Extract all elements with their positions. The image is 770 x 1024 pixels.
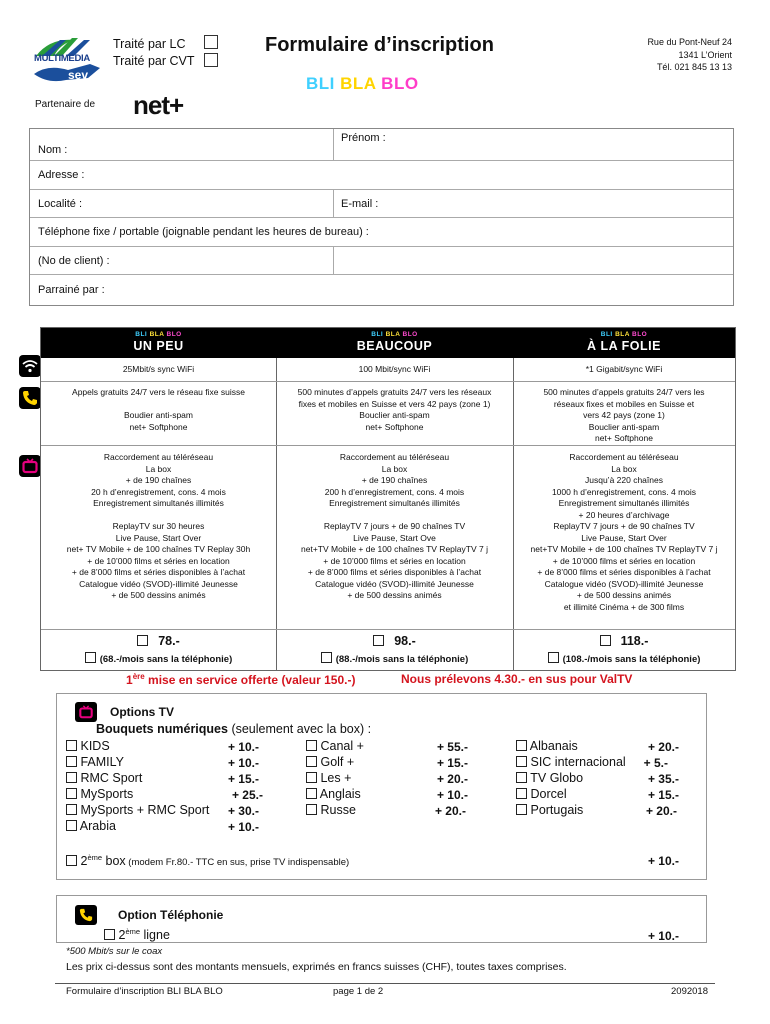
traite-cvt-checkbox[interactable] [204,53,218,67]
plan-price [41,634,276,648]
bouquets-heading [96,722,371,736]
plan-price-sub-text: (108.-/mois sans la téléphonie) [562,654,701,665]
bouquet-price: + 15.- [227,772,259,786]
option-tel-title: Option Téléphonie [118,908,224,922]
plan-header [513,328,735,358]
row-parraine [30,275,733,305]
second-line-sup: ème [125,927,141,936]
plan-tv: Raccordement au téléréseau La box Jusqu’à 220 chaînes 1000 h d’enregistrement, cons. 4 mois Enregistrement simultanés illimités + 20 heures d’archivage ReplayTV 7 jours + de 90 chaînes TV Live Pause, Start Over net+TV Mobile + de 100 chaînes TV ReplayTV 7 j + de 10’000 films et séries en location + de 8’000 films et séries disponibles à l’achat Catalogue vidéo (SVOD)-illimité Jeunesse + de 500 dessins animés et illimité Cinéma + de 300 films [530,452,718,612]
footer-left: Formulaire d’inscription BLI BLA BLO [66,986,223,997]
tag-bli: BLI [135,331,148,338]
prenom-label: Prénom : [341,132,386,144]
checkbox[interactable] [66,756,77,767]
checkbox[interactable] [306,788,317,799]
plan-name: À LA FOLIE [587,339,661,353]
second-box-sup: ème [87,853,103,862]
bouquet-albanais[interactable] [516,739,578,753]
coax-note: *500 Mbit/s sur le coax [66,946,163,957]
divider [513,445,735,446]
bouquet-russe[interactable] [306,803,356,817]
second-box-option[interactable] [66,853,349,868]
localite-label: Localité : [38,197,83,210]
bouquet-golf-plus[interactable] [306,755,354,769]
plan-header [276,328,513,358]
bouquet-price: + 15.- [436,756,468,770]
wifi-icon [19,355,41,377]
bouquet-price: + 5.- [643,756,668,770]
plan-price [276,634,513,648]
netplus-logo: net+ [133,90,184,120]
registration-form [29,128,734,306]
bouquet-price: + 20.- [645,804,677,818]
divider [41,445,276,446]
bouquet-label: Anglais [319,787,361,801]
bouquet-kids[interactable] [66,739,110,753]
bouquet-sic-internacional[interactable] [516,755,626,769]
adresse-label: Adresse : [38,169,85,181]
footer-right: 2092018 [671,986,708,997]
promo-left-text: mise en service offerte (valeur 150.-) [144,673,356,687]
plan-un-peu[interactable] [41,328,276,670]
bouquet-price: + 10.- [227,740,259,754]
row-nom-prenom [30,129,733,161]
tel-option-icon [75,905,97,925]
row-localite-email [30,190,733,218]
bouquet-label: Canal + [320,739,364,753]
second-box-num: 2 [80,854,88,869]
plan-price-sub-text: (68.-/mois sans la téléphonie) [99,654,233,665]
divider [276,381,513,382]
plan-price [513,634,735,648]
no-client-field[interactable] [30,247,333,274]
plan-checkbox[interactable] [600,635,611,646]
bouquet-price: + 15.- [647,788,679,802]
bouquet-price: + 10.- [436,788,468,802]
adresse-field[interactable] [30,161,733,189]
tv-option-icon [75,702,97,722]
bouquet-mysports[interactable] [66,787,133,801]
tag-bli: BLI [371,331,384,338]
checkbox[interactable] [306,740,317,751]
bouquet-les-plus[interactable] [306,771,351,785]
bouquet-label: Portugais [530,803,584,817]
plan-wifi: *1 Gigabit/sync WiFi [585,364,663,374]
localite-field[interactable] [30,190,333,217]
bouquet-price: + 10.- [227,820,259,834]
tag-bla: BLA [615,331,630,338]
plans-table [40,327,736,671]
plan-wifi: 100 Mbit/sync WiFi [358,364,431,374]
plan-price-sub [513,652,735,665]
bouquet-price: + 30.- [227,804,259,818]
checkbox[interactable] [66,788,77,799]
checkbox[interactable] [306,772,317,783]
bouquet-anglais[interactable] [306,787,361,801]
checkbox[interactable] [66,820,77,831]
row-no-client [30,247,733,275]
checkbox[interactable] [104,929,115,940]
plan-wifi: 25Mbit/s sync WiFi [122,364,195,374]
second-line-option[interactable] [104,927,170,942]
checkbox[interactable] [306,756,317,767]
plan-tv: Raccordement au téléréseau La box + de 190 chaînes 200 h d’enregistrement, cons. 4 mois Enregistrement simultanés illimités ReplayTV 7 jours + de 90 chaînes TV Live Pause, Start Ove net+TV Mobile + de 100 chaînes TV ReplayTV 7 j + de 10’000 films et séries en location + de 8’000 films et séries disponibles à l’achat Catalogue vidéo (SVOD)-illimité Jeunesse + de 500 dessins animés [301,452,488,600]
bouquet-tv-globo[interactable] [516,771,583,785]
tag-blo: BLO [402,331,418,338]
bouquet-price: + 20.- [647,740,679,754]
plan-no-phone-checkbox[interactable] [548,652,559,663]
nom-field[interactable] [30,129,333,160]
bouquet-label: SIC internacional [530,755,626,769]
plan-tag [513,331,735,338]
checkbox[interactable] [516,804,527,815]
bouquet-price: + 55.- [436,740,468,754]
bouquet-label: Arabia [79,819,116,833]
checkbox[interactable] [66,804,77,815]
plan-tag [276,331,513,338]
brand-bli: BLI [306,74,335,93]
bouquet-label: MySports [80,787,134,801]
second-box-note: (modem Fr.80.- TTC en sus, prise TV indispensable) [125,857,350,869]
bouquet-price: + 20.- [434,804,466,818]
divider [513,381,735,382]
bouquet-label: Golf + [320,755,355,769]
bouquets-rest: (seulement avec la box) : [227,722,372,736]
plan-phone: 500 minutes d’appels gratuits 24/7 vers les réseaux fixes et mobiles en Suisse et vers 42 pays (zone 1) Bouclier anti-spam net+ Softphone [543,387,705,443]
partner-label: Partenaire de [35,99,96,110]
bouquet-price: + 20.- [436,772,468,786]
plan-name: BEAUCOUP [356,339,433,353]
tag-bla: BLA [149,331,165,338]
traite-cvt-label: Traité par CVT [113,54,195,68]
page-title: Formulaire d’inscription [265,34,494,56]
checkbox[interactable] [516,788,527,799]
divider [41,629,276,630]
bouquet-dorcel[interactable] [516,787,567,801]
brand-logo [306,74,419,94]
bouquet-mysports-rmc[interactable] [66,803,209,817]
plan-header [41,328,276,358]
second-line-num: 2 [118,928,126,943]
plan-name: UN PEU [133,339,184,353]
bouquet-label: TV Globo [530,771,584,785]
checkbox[interactable] [66,740,77,751]
divider [333,247,334,274]
options-tv-title: Options TV [110,705,174,719]
footer-page: page 1 de 2 [333,986,384,997]
email-field[interactable] [333,190,733,217]
address-phone: Tél. 021 845 13 13 [656,62,732,72]
bouquet-label: Les + [320,771,352,785]
checkbox[interactable] [516,772,527,783]
telephone-field[interactable] [30,218,733,246]
plan-no-phone-checkbox[interactable] [321,652,332,663]
multimedia-logo [30,34,104,90]
plan-beaucoup[interactable] [276,328,513,670]
bouquet-rmc-sport[interactable] [66,771,142,785]
second-box-price: + 10.- [647,854,679,868]
address-city: 1341 L’Orient [678,49,732,60]
plan-tag [41,331,276,338]
plan-tv: Raccordement au téléréseau La box + de 190 chaînes 20 h d’enregistrement, cons. 4 mois Enregistrement simultanés illimités ReplayTV sur 30 heures Live Pause, Start Over net+ TV Mobile + de 100 chaînes TV Replay 30h + de 10’000 films et séries en location + de 8’000 films et séries disponibles à l’achat Catalogue vidéo (SVOD)-illimité Jeunesse + de 500 dessins animés [66,452,251,600]
bouquets-bold: Bouquets numériques [96,722,228,736]
second-line-word: ligne [140,928,170,943]
checkbox[interactable] [306,804,317,815]
divider [41,381,276,382]
plan-price-value: 98.- [394,634,416,648]
second-line-price: + 10.- [647,929,679,943]
bouquet-canal-plus[interactable] [306,739,364,753]
address-street: Rue du Pont-Neuf 24 [647,37,732,47]
bouquet-portugais[interactable] [516,803,583,817]
row-adresse [30,161,733,190]
plan-checkbox[interactable] [137,635,148,646]
brand-bla: BLA [340,74,376,93]
no-client-label: (No de client) : [38,254,110,267]
telephone-label: Téléphone fixe / portable (joignable pendant les heures de bureau) : [38,226,369,238]
divider [276,629,513,630]
checkbox[interactable] [66,855,77,866]
bouquet-label: Russe [320,803,356,817]
divider [513,629,735,630]
plan-price-value: 78.- [158,634,180,648]
bouquet-label: FAMILY [80,755,125,769]
traite-lc-label: Traité par LC [113,37,186,51]
divider [276,445,513,446]
plan-price-sub [276,652,513,665]
tv-icon [19,455,41,477]
nom-label: Nom : [38,143,68,156]
plan-checkbox[interactable] [373,635,384,646]
plan-a-la-folie[interactable] [513,328,735,670]
checkbox[interactable] [516,756,527,767]
prenom-field[interactable] [333,129,733,160]
promo-left-num: 1 [126,673,133,687]
traite-lc-row [113,36,195,53]
plan-phone: Appels gratuits 24/7 vers le réseau fixe suisse Boudier anti-spam net+ Softphone [72,387,245,432]
plan-price-sub-text: (88.-/mois sans la téléphonie) [335,654,469,665]
bouquet-family[interactable] [66,755,124,769]
row-telephone [30,218,733,247]
email-label: E-mail : [341,197,379,210]
bouquet-label: MySports + RMC Sport [80,803,210,817]
plan-phone: 500 minutes d’appels gratuits 24/7 vers les réseaux fixes et mobiles en Suisse et vers 42 pays (zone 1) Bouclier anti-spam net+ Softphone [297,387,492,432]
bouquet-arabia[interactable] [66,819,116,833]
tag-bli: BLI [600,331,613,338]
parraine-label: Parrainé par : [38,284,105,296]
plan-price-value: 118.- [620,634,649,648]
checkbox[interactable] [66,772,77,783]
checkbox[interactable] [516,740,527,751]
tag-blo: BLO [166,331,182,338]
bouquet-price: + 25.- [231,788,263,802]
bouquet-label: RMC Sport [80,771,143,785]
bouquet-label: KIDS [80,739,110,753]
bouquet-price: + 35.- [647,772,679,786]
promo-left [126,672,355,687]
phone-icon [19,387,41,409]
plan-price-sub [41,652,276,665]
promo-right: Nous prélevons 4.30.- en sus pour ValTV [401,672,633,686]
traite-par-block [113,36,195,70]
tag-bla: BLA [385,331,401,338]
logo-word: MULTIMEDIA [34,53,90,64]
promo-left-sup: ère [132,672,145,681]
traite-lc-checkbox[interactable] [204,35,218,49]
footer-divider [55,983,715,984]
bouquet-label: Albanais [529,739,578,753]
prices-note: Les prix ci-dessus sont des montants mensuels, exprimés en francs suisses (CHF), toutes taxes comprises. [66,961,567,973]
address-block [647,36,732,74]
parraine-field[interactable] [30,275,733,305]
second-box-word: box [102,854,126,869]
logo-sub: sev [68,68,89,82]
bouquet-label: Dorcel [530,787,567,801]
brand-blo: BLO [381,74,419,93]
plan-no-phone-checkbox[interactable] [85,652,96,663]
traite-cvt-row [113,53,195,70]
tag-blo: BLO [632,331,648,338]
bouquet-price: + 10.- [227,756,259,770]
